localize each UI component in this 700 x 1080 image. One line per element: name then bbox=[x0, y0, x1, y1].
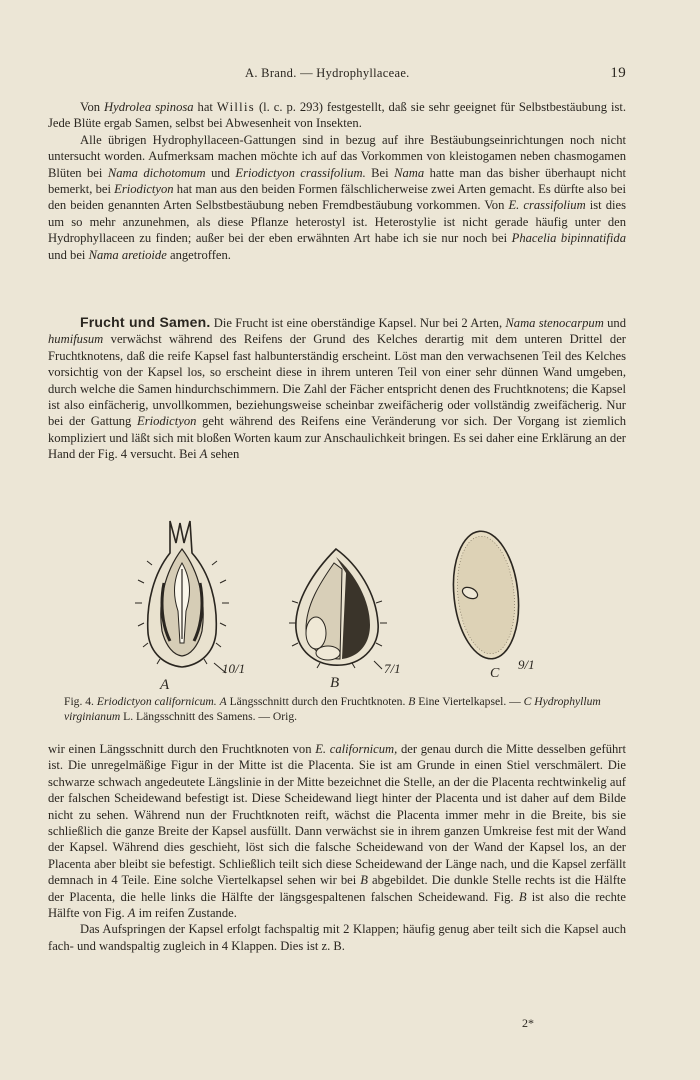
text-block-bottom bbox=[48, 741, 626, 954]
figure-illustration bbox=[130, 513, 600, 693]
text-run: Von bbox=[80, 100, 105, 114]
text-run: ist dies um so mehr anzunehmen, als diese Pflanze heterostyl ist. Heterostylie ist nicht gerade häufig unter den Hydrophyllaceen zu finden; außer bei der eben erwähnten Art habe ich sie nur noch bei bbox=[48, 198, 627, 246]
figure-label-a: A bbox=[160, 677, 170, 693]
taxon-name: Nama aretioide bbox=[88, 247, 167, 262]
paragraph-aufspringen bbox=[48, 921, 626, 954]
taxon-name: Eriodictyon bbox=[114, 182, 174, 197]
figure-label-c: C bbox=[490, 666, 500, 681]
paragraph-hydrolea bbox=[48, 99, 626, 132]
text-run: ist also die rechte Hälfte von Fig. bbox=[48, 889, 626, 921]
text-block-top bbox=[48, 99, 626, 263]
text-block-frucht bbox=[48, 314, 626, 463]
taxon-name: E. californicum, bbox=[315, 742, 398, 756]
text-run: wir einen Längsschnitt durch den Fruchtknoten von bbox=[48, 742, 316, 756]
taxon-name: E. crassifolium bbox=[508, 198, 586, 213]
drawing-a-ovary-section bbox=[135, 521, 229, 673]
caption-text: Eine Viertelkapsel. — bbox=[415, 695, 524, 708]
text-run: Alle übrigen Hydrophyllaceen-Gattungen sind in bezug auf ihre Bestäubungseinrichtungen noch nicht untersucht worden. Aufmerksam machen möchte ich auf das Vorkommen von kleistogamen neben chasmogamen Blüten bei bbox=[48, 132, 626, 180]
text-run: geht während des Reifens eine Veränderung vor sich. Der Vorgang ist ziemlich kompliziert und läßt sich mit bloßen Worten kaum zur Anschaulichkeit bringen. Es sei daher eine Erklärung an der Hand der Fig. 4 versucht. Bei bbox=[48, 414, 627, 462]
magnification-b: 7/1 bbox=[384, 661, 401, 676]
text-run: sehen bbox=[207, 447, 240, 462]
taxon-name: Nama bbox=[394, 165, 425, 180]
drawing-b-quarter-capsule bbox=[289, 549, 387, 669]
figure-ref: A bbox=[219, 695, 227, 708]
figure-4 bbox=[130, 513, 600, 693]
section-heading: Frucht und Samen. bbox=[80, 314, 211, 330]
caption-fig-number: Fig. 4. bbox=[64, 695, 94, 708]
taxon-name: Hydrolea spinosa bbox=[104, 100, 194, 114]
text-run: und bbox=[603, 316, 627, 330]
author-name: Willis bbox=[216, 100, 255, 114]
text-run: abgebildet. Die dunkle Stelle rechts ist die Hälfte der Placenta, die helle links die Hälfte der längsgespaltenen falschen Scheidewand. Fig. bbox=[48, 873, 626, 904]
taxon-name: humifusum bbox=[48, 332, 104, 347]
text-run: Das Aufspringen der Kapsel erfolgt fachspaltig mit 2 Klappen; häufig genug aber teilt sich die Kapsel auch fach- und wandspaltig zugleich in 4 Klappen. Dies ist z. B. bbox=[48, 922, 626, 953]
text-run: und bbox=[205, 165, 236, 180]
taxon-name: C Hydrophyllum virginianum bbox=[64, 695, 601, 724]
figure-ref: B bbox=[518, 889, 527, 904]
magnification-a: 10/1 bbox=[222, 661, 246, 676]
signature-mark: 2* bbox=[522, 1016, 534, 1030]
taxon-name: Phacelia bipinnatifida bbox=[511, 231, 626, 246]
taxon-name: Eriodictyon crassifolium. bbox=[235, 165, 366, 180]
text-run: (l. c. p. 293) festgestellt, daß sie sehr geeignet für Selbstbestäubung ist. Jede Blüte ergab Samen, selbst bei Abwesenheit von Insekten. bbox=[48, 100, 627, 131]
figure-ref: A bbox=[127, 906, 136, 921]
text-run: Die Frucht ist eine oberständige Kapsel. Nur bei 2 Arten, bbox=[210, 316, 506, 330]
drawing-c-seed-section bbox=[447, 528, 524, 662]
running-head bbox=[0, 66, 700, 86]
paragraph-frucht-und-samen bbox=[48, 314, 626, 463]
figure-caption bbox=[64, 694, 620, 724]
taxon-name: Eriodictyon bbox=[137, 414, 197, 429]
taxon-name: Nama dichotomum bbox=[107, 165, 206, 180]
text-run: verwächst während des Reifens der Grund des Kelches derartig mit dem unteren Drittel der Fruchtknotens, daß die reife Kapsel fast halbunterständig erscheint. Löst man den verwachsenen Teil des Kelches vorsichtig von der Kapsel los, so erscheint diese in ihrem unteren Teil von einer sehr dünnen Wand umgeben, durch welche die Samen hindurchschimmern. Die Zahl der Fächer entspricht denen des Fruchtknotens; die Kapsel ist also einfächerig, unvollkommen, beziehungsweise scheinbar zweifächerig oder vollständig zweifächerig. Nur bei der Gattung bbox=[48, 332, 626, 429]
text-run: hatte man das bisher überhaupt nicht bemerkt, bei bbox=[48, 165, 627, 197]
text-run: im reifen Zustande. bbox=[135, 906, 237, 921]
text-run: Bei bbox=[365, 165, 395, 180]
caption-text: L. Längsschnitt des Samens. — Orig. bbox=[120, 710, 298, 724]
text-run: hat bbox=[193, 100, 217, 114]
text-run: angetroffen. bbox=[166, 247, 231, 262]
page-number: 19 bbox=[610, 65, 626, 81]
running-title: A. Brand. — Hydrophyllaceae. bbox=[245, 66, 410, 80]
taxon-name: Nama stenocarpum bbox=[505, 316, 604, 330]
paragraph-laengsschnitt bbox=[48, 741, 626, 921]
figure-ref: B bbox=[408, 695, 416, 708]
figure-label-b: B bbox=[330, 675, 340, 691]
figure-ref: A bbox=[199, 447, 208, 462]
caption-text: Längsschnitt durch den Fruchtknoten. bbox=[226, 695, 409, 708]
taxon-name: Eriodictyon californicum. bbox=[96, 695, 217, 708]
text-run: der genau durch die Mitte desselben geführt ist. Die unregelmäßige Figur in der Mitte ist die Placenta. Sie ist am Grunde in einen Stiel verschmälert. Die schwarze schwach angedeutete Längslinie in der Mitte bezeichnet die Stelle, an der die Placenta rechtwinkelig auf der falschen Scheidewand befestigt ist. Diese Scheidewand liegt hinter der Placenta und ist daher auf dem Bilde nicht zu sehen. Während nun der Fruchtknoten reift, wächst die Placenta immer mehr in die Breite, bis sie schließlich die ganze Breite der Kapsel ausfüllt. Dann verwächst sie in ihrem ganzen Umkreise fest mit der Wand der Kapsel. Während dies geschieht, löst sich die falsche Scheidewand von der Wand der Kapsel los, an der Placenta aber bleibt sie befestigt. Schließlich teilt sich diese Scheidewand der Länge nach, und die Kapsel zerfällt demnach in 4 Teile. Eine solche Viertelkapsel sehen wir bei bbox=[48, 742, 626, 888]
text-run: hat man aus den beiden Formen fälschlicherweise zwei Arten gemacht. Es dürfte also bei den beiden genannten Arten Selbstbestäubung neben Fremdbestäubung vorkommen. Von bbox=[48, 182, 627, 213]
paragraph-bestaeubung bbox=[48, 132, 626, 263]
figure-ref: B bbox=[360, 873, 368, 888]
magnification-c: 9/1 bbox=[518, 657, 535, 672]
text-run: und bei bbox=[48, 247, 89, 262]
